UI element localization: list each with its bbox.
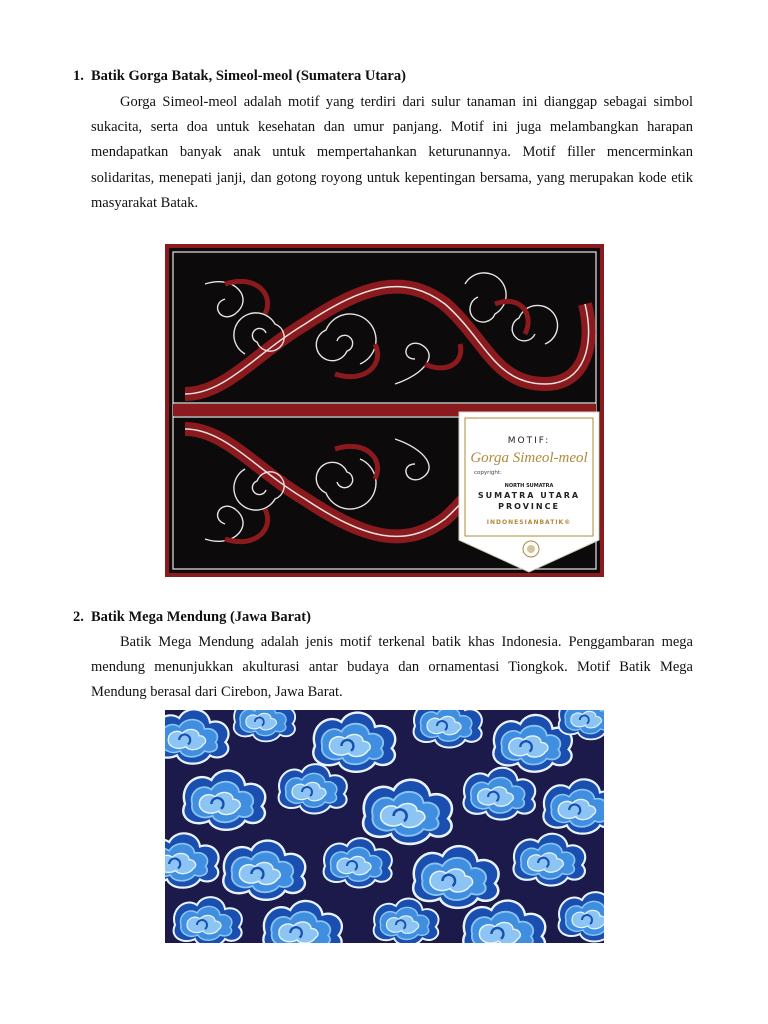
motif-badge [459, 412, 599, 572]
section-1-paragraph: Gorga Simeol-meol adalah motif yang terdiri dari sulur tanaman ini dianggap sebagai simbol sukacita, serta doa untuk kesehatan dan umur panjang. Motif ini juga melambangkan harapan mendapatkan banyak anak untuk mempertahankan keturunannya. Motif filler mencerminkan solidaritas, menepati janji, dan gotong royong untuk kepentingan bersama, yang merupakan kode etik masyarakat Batak. [91, 94, 693, 211]
badge-region-line1: SUMATRA UTARA [477, 491, 581, 500]
section-2-heading [73, 609, 311, 626]
mega-mendung-image [165, 710, 604, 943]
badge-copyright: copyright: [474, 470, 502, 476]
gorga-simeol-meol-image [165, 244, 604, 577]
section-1-title: Batik Gorga Batak, Simeol-meol (Sumatera Utara) [91, 68, 406, 84]
section-2-number: 2. [73, 609, 84, 625]
section-1-number: 1. [73, 68, 84, 84]
badge-label: MOTIF: [507, 436, 551, 446]
section-2-title: Batik Mega Mendung (Jawa Barat) [91, 609, 311, 625]
section-2-paragraph: Batik Mega Mendung adalah jenis motif terkenal batik khas Indonesia. Penggambaran mega mendung menunjukkan akulturasi antar budaya dan ornamentasi Tiongkok. Motif Batik Mega Mendung berasal dari Cirebon, Jawa Barat. [91, 634, 693, 701]
badge-motif-name: Gorga Simeol-meol [470, 450, 588, 466]
badge-brand: INDONESIANBATIK® [486, 519, 572, 526]
section-1-heading [73, 68, 406, 85]
badge-region-line2: PROVINCE [498, 502, 560, 511]
badge-region-small: NORTH SUMATRA [504, 483, 554, 489]
